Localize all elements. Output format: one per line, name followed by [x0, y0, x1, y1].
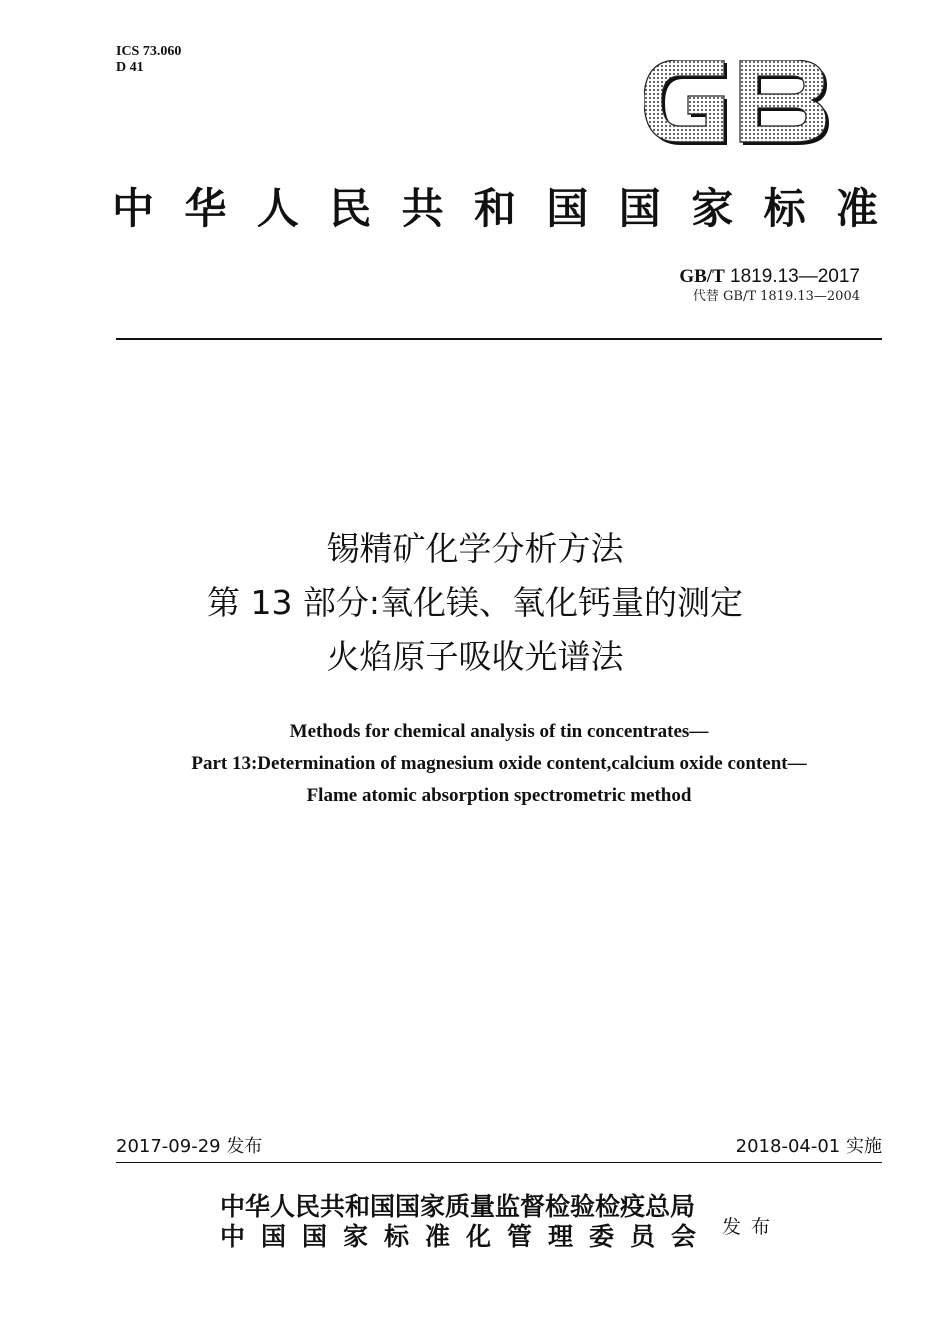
ics-code: ICS 73.060: [116, 44, 182, 59]
implementation-date: 2018-04-01 实施: [735, 1136, 882, 1157]
english-title: [0, 716, 950, 812]
ccs-code: D 41: [116, 60, 144, 75]
issuing-authorities: [220, 1192, 696, 1252]
chinese-title-line-3: 火焰原子吸收光谱法: [326, 637, 624, 676]
gb-logo: [644, 60, 832, 148]
chinese-title: [0, 522, 950, 684]
issuer-line-1: 中华人民共和国国家质量监督检验检疫总局: [220, 1192, 696, 1221]
standard-code-prefix: GB/T: [679, 266, 725, 287]
classification-codes: [116, 44, 181, 76]
chinese-title-line-1: 锡精矿化学分析方法: [326, 529, 624, 568]
publish-label: 发布: [722, 1216, 781, 1238]
gb-logo-graphic: [644, 60, 832, 148]
standard-code: [679, 266, 860, 288]
english-title-line-2: Part 13:Determination of magnesium oxide content,calcium oxide content—: [191, 753, 807, 774]
national-standard-heading: 中华人民共和国国家标准: [112, 184, 882, 233]
replaces-code: 代替 GB/T 1819.13—2004: [692, 289, 860, 304]
english-title-line-1: Methods for chemical analysis of tin concentrates—: [289, 721, 709, 742]
header-divider: [116, 338, 882, 340]
footer-divider: [116, 1162, 882, 1163]
issuer-line-2: 中国国家标准化管理委员会: [220, 1222, 696, 1251]
standard-code-block: [679, 266, 860, 306]
chinese-title-line-2: 第 13 部分:氧化镁、氧化钙量的测定: [206, 583, 744, 622]
english-title-line-3: Flame atomic absorption spectrometric method: [306, 785, 692, 806]
issue-date: 2017-09-29 发布: [116, 1136, 263, 1157]
standard-code-number: 1819.13—2017: [730, 266, 860, 287]
